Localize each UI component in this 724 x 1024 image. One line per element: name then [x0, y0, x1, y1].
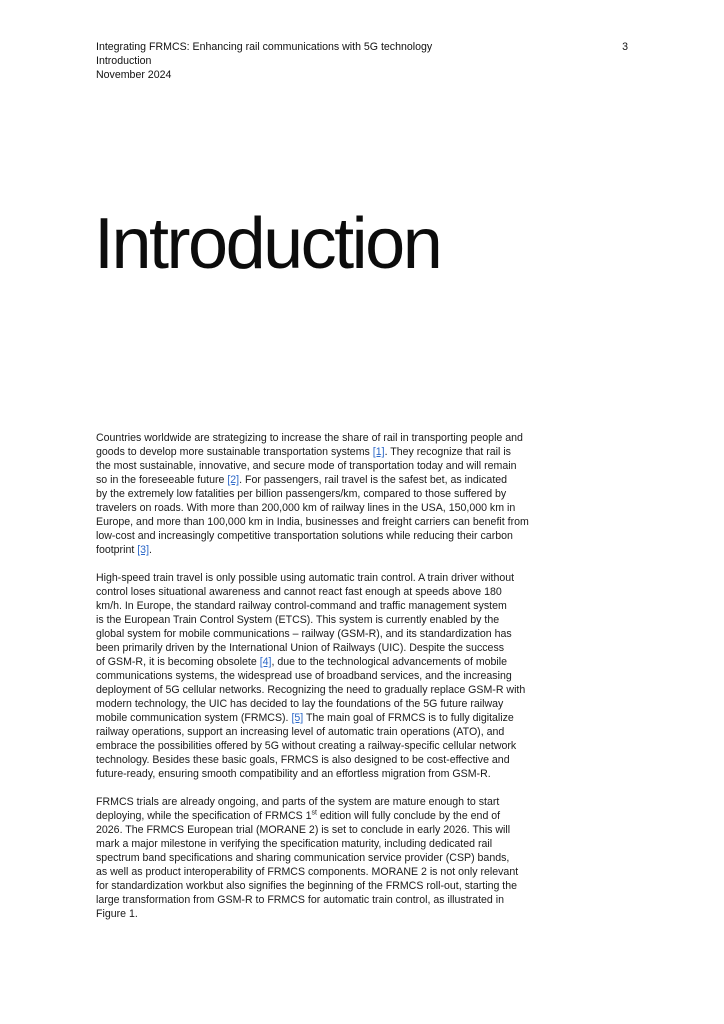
text-line: is the European Train Control System (ETCS). This system is currently enabled by the [96, 614, 500, 626]
text-line: for standardization workbut also signifies the beginning of the FRMCS roll-out, starting the [96, 880, 518, 892]
page-number: 3 [622, 41, 628, 53]
running-header [96, 40, 630, 82]
superscript: st [311, 809, 317, 817]
text-line: travelers on roads. With more than 200,000 km of railway lines in the USA, 150,000 km in [96, 502, 516, 514]
text-line: km/h. In Europe, the standard railway control-command and traffic management system [96, 600, 507, 612]
header-document-title: Integrating FRMCS: Enhancing rail communications with 5G technology [96, 41, 433, 53]
page-title: Introduction [94, 204, 441, 284]
text-line: deploying, while the specification of FRMCS 1st edition will fully conclude by the end of [96, 809, 501, 822]
text-line: been primarily driven by the International Union of Railways (UIC). Despite the success [96, 642, 505, 654]
text-line: Europe, and more than 100,000 km in India, businesses and freight carriers can benefit from [96, 516, 529, 528]
header-date: November 2024 [96, 69, 172, 81]
text-line: so in the foreseeable future [2]. For passengers, rail travel is the safest bet, as indicated [96, 474, 508, 486]
text-line: modern technology, the UIC has decided to lay the foundations of the 5G future railway [96, 698, 504, 710]
text-line: global system for mobile communications – railway (GSM-R), and its standardization has [96, 628, 512, 640]
text-line: technology. Besides these basic goals, FRMCS is also designed to be cost-effective and [96, 754, 510, 766]
text-line: Countries worldwide are strategizing to increase the share of rail in transporting people and [96, 432, 523, 444]
body-text [96, 431, 578, 935]
text-line: railway operations, support an increasing level of automatic train operations (ATO), and [96, 726, 505, 738]
citation-link[interactable]: [1] [372, 446, 385, 458]
text-line: 2026. The FRMCS European trial (MORANE 2) is set to conclude in early 2026. This will [96, 824, 511, 836]
text-line: low-cost and increasingly competitive transportation solutions while reducing their carbon [96, 530, 513, 542]
header-section-name: Introduction [96, 55, 152, 67]
text-line: High-speed train travel is only possible using automatic train control. A train driver without [96, 572, 515, 584]
body-paragraph [96, 571, 578, 781]
text-line: goods to develop more sustainable transportation systems [1]. They recognize that rail is [96, 446, 511, 458]
text-line: embrace the possibilities offered by 5G without creating a railway-specific cellular network [96, 740, 517, 752]
body-paragraph [96, 795, 578, 921]
text-line: communications systems, the widespread use of broadband services, and the increasing [96, 670, 512, 682]
citation-link[interactable]: [2] [227, 474, 240, 486]
text-line: mobile communication system (FRMCS). [5] The main goal of FRMCS is to fully digitalize [96, 712, 514, 724]
text-line: mark a major milestone in verifying the specification maturity, including dedicated rail [96, 838, 493, 850]
text-line: future-ready, ensuring smooth compatibility and an effortless migration from GSM-R. [96, 768, 491, 780]
text-line: of GSM-R, it is becoming obsolete [4], due to the technological advancements of mobile [96, 656, 508, 668]
text-line: control loses situational awareness and cannot react fast enough at speeds above 180 [96, 586, 502, 598]
citation-link[interactable]: [4] [259, 656, 272, 668]
text-line: FRMCS trials are already ongoing, and parts of the system are mature enough to start [96, 796, 500, 808]
text-line: footprint [3]. [96, 544, 152, 556]
text-line: as well as product interoperability of FRMCS components. MORANE 2 is not only relevant [96, 866, 519, 878]
text-line: Figure 1. [96, 908, 138, 920]
text-line: by the extremely low fatalities per billion passengers/km, compared to those suffered by [96, 488, 507, 500]
text-line: deployment of 5G cellular networks. Recognizing the need to gradually replace GSM-R with [96, 684, 526, 696]
text-line: the most sustainable, innovative, and secure mode of transportation today and will remain [96, 460, 517, 472]
text-line: large transformation from GSM-R to FRMCS for automatic train control, as illustrated in [96, 894, 504, 906]
citation-link[interactable]: [5] [291, 712, 304, 724]
text-line: spectrum band specifications and sharing communication service provider (CSP) bands, [96, 852, 510, 864]
citation-link[interactable]: [3] [137, 544, 150, 556]
body-paragraph [96, 431, 578, 557]
